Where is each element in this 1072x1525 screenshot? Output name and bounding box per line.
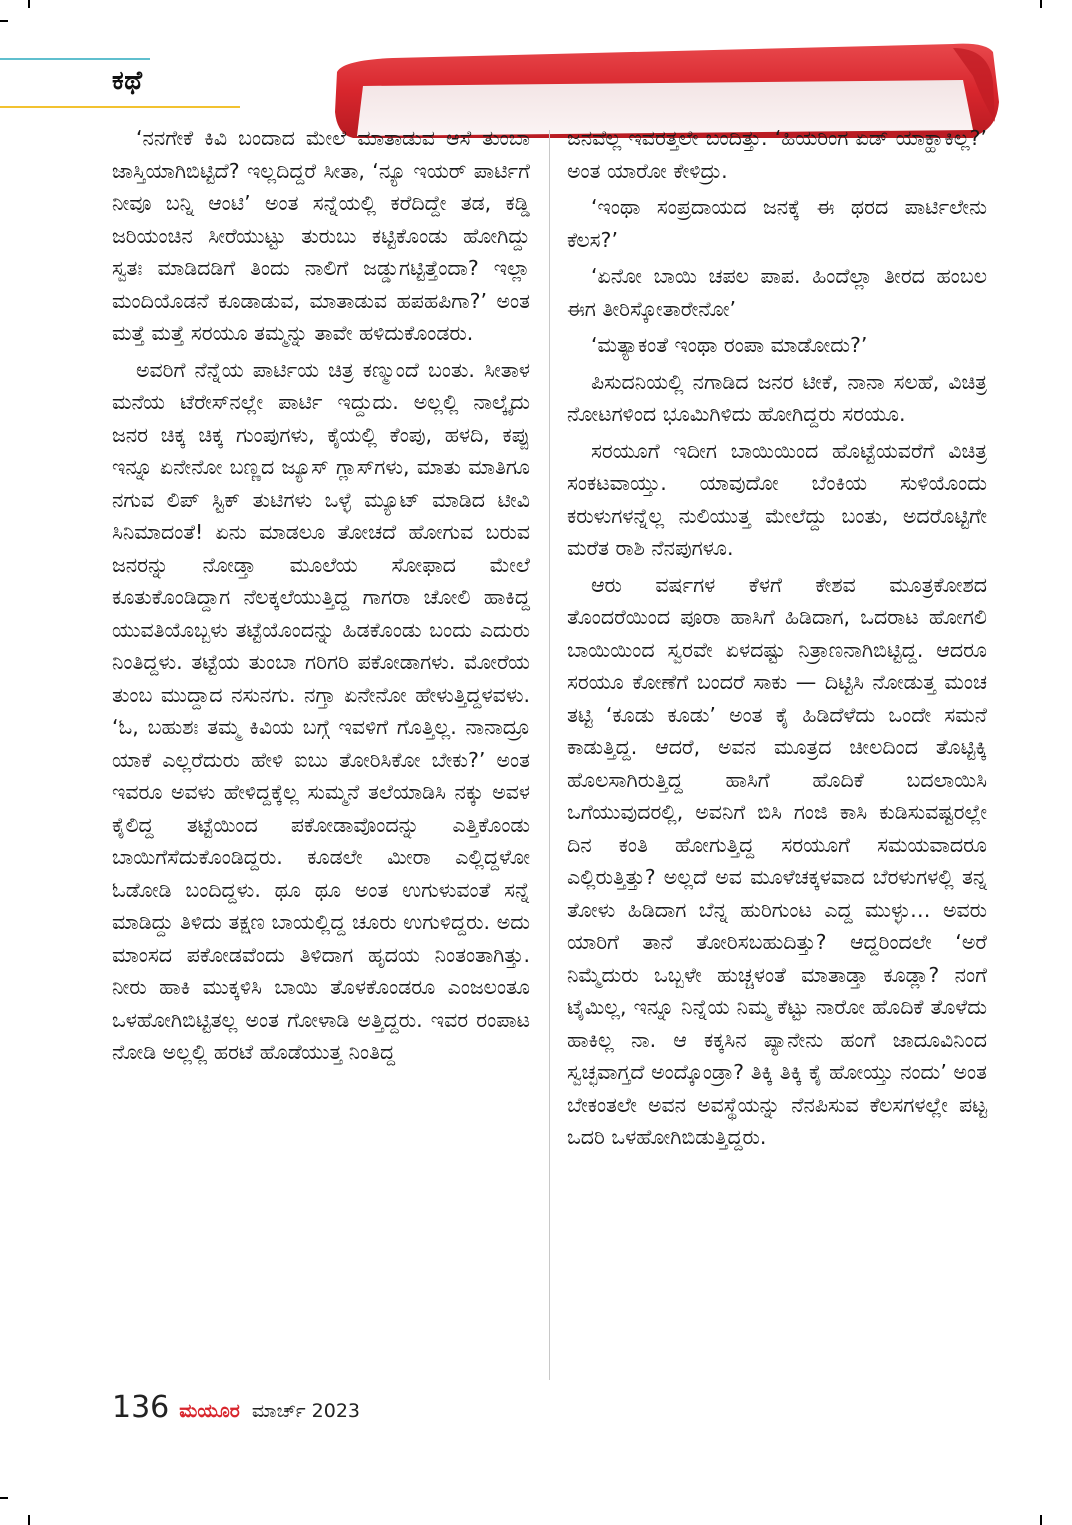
paragraph: ಸರಯೂಗೆ ಇದೀಗ ಬಾಯಿಯಿಂದ ಹೊಟ್ಟೆಯವರೆಗೆ ವಿಚಿತ್ರ ಸಂಕಟವಾಯ್ತು. ಯಾವುದೋ ಬೆಂಕಿಯ ಸುಳಿಯೊಂದು ಕರುಳುಗಳನ್ನೆಲ್ಲ ನುಲಿಯುತ್ತ ಮೇಲೆದ್ದು ಬಂತು, ಅದರೊಟ್ಟಿಗೇ ಮರೆತ ರಾಶಿ ನೆನಪುಗಳೂ.: [567, 438, 987, 560]
crop-mark-bottom-right: [1040, 1515, 1042, 1525]
crop-mark-bottom-center: [28, 1515, 30, 1525]
issue-date: ಮಾರ್ಚ್ 2023: [251, 1400, 361, 1422]
column-divider: [549, 130, 550, 1380]
paragraph: ಆರು ವರ್ಷಗಳ ಕೆಳಗೆ ಕೇಶವ ಮೂತ್ರಕೋಶದ ತೊಂದರೆಯಿಂದ ಪೂರಾ ಹಾಸಿಗೆ ಹಿಡಿದಾಗ, ಒದರಾಟ ಹೋಗಲಿ ಬಾಯಿಯಿಂದ ಸ್ವರವೇ ಏಳದಷ್ಟು ನಿತ್ರಾಣನಾಗಿಬಿಟ್ಟಿದ್ದ. ಆದರೂ ಸರಯೂ ಕೋಣೆಗೆ ಬಂದರೆ ಸಾಕು — ದಿಟ್ಟಿಸಿ ನೋಡುತ್ತ ಮಂಚ ತಟ್ಟಿ ‘ಕೂಡು ಕೂಡು’ ಅಂತ ಕೈ ಹಿಡಿದೆಳೆದು ಒಂದೇ ಸಮನೆ ಕಾಡುತ್ತಿದ್ದ. ಆದರೆ, ಅವನ ಮೂತ್ರದ ಚೀಲದಿಂದ ತೊಟ್ಟಿಕ್ಕಿ ಹೊಲಸಾಗಿರುತ್ತಿದ್ದ ಹಾಸಿಗೆ ಹೊದಿಕೆ ಬದಲಾಯಿಸಿ ಒಗೆಯುವುದರಲ್ಲಿ, ಅವನಿಗೆ ಬಿಸಿ ಗಂಜಿ ಕಾಸಿ ಕುಡಿಸುವಷ್ಟರಲ್ಲೇ ದಿನ ಕಂತಿ ಹೋಗುತ್ತಿದ್ದ ಸರಯೂಗೆ ಸಮಯವಾದರೂ ಎಲ್ಲಿರುತ್ತಿತ್ತು? ಅಲ್ಲದೆ ಅವ ಮೂಳೆಚಕ್ಕಳವಾದ ಬೆರಳುಗಳಲ್ಲಿ ತನ್ನ ತೋಳು ಹಿಡಿದಾಗ ಬೆನ್ನ ಹುರಿಗುಂಟ ಎದ್ದ ಮುಳ್ಳು… ಅವರು ಯಾರಿಗೆ ತಾನೆ ತೋರಿಸಬಹುದಿತ್ತು? ಆದ್ದರಿಂದಲೇ ‘ಅರೆ ನಿಮ್ಮೆದುರು ಒಬ್ಬಳೇ ಹುಚ್ಚಳಂತೆ ಮಾತಾಡ್ತಾ ಕೂಡ್ಲಾ? ನಂಗೆ ಟೈಮಿಲ್ಲ, ಇನ್ನೂ ನಿನ್ನೆಯ ನಿಮ್ಮ ಕೆಟ್ಟು ನಾರೋ ಹೊದಿಕೆ ತೊಳೆದು ಹಾಕಿಲ್ಲ ನಾ. ಆ ಕಕ್ಕಸಿನ ಪ್ಯಾನೇನು ಹಂಗೆ ಜಾದೂವಿನಿಂದ ಸ್ವಚ್ಛವಾಗ್ತದೆ ಅಂದ್ಕೊಂಡ್ರಾ? ತಿಕ್ಕಿ ತಿಕ್ಕಿ ಕೈ ಹೋಯ್ತು ನಂದು’ ಅಂತ ಬೇಕಂತಲೇ ಅವನ ಅವಸ್ಥೆಯನ್ನು ನೆನಪಿಸುವ ಕೆಲಸಗಳಲ್ಲೇ ಪಟ್ಟ ಒದರಿ ಒಳಹೋಗಿಬಿಡುತ್ತಿದ್ದರು.: [567, 572, 987, 1149]
magazine-logo: ಮಯೂರ: [179, 1400, 240, 1422]
crop-mark-top-right: [1040, 0, 1042, 8]
paragraph: ‘ಇಂಥಾ ಸಂಪ್ರದಾಯದ ಜನಕ್ಕೆ ಈ ಥರದ ಪಾರ್ಟಿಲೇನು ಕೆಲಸ?’: [567, 195, 987, 252]
page-footer: [112, 1390, 360, 1430]
paragraph: ಪಿಸುದನಿಯಲ್ಲಿ ನಗಾಡಿದ ಜನರ ಟೀಕೆ, ನಾನಾ ಸಲಹೆ, ವಿಚಿತ್ರ ನೋಟಗಳಿಂದ ಭೂಮಿಗಿಳಿದು ಹೋಗಿದ್ದರು ಸರಯೂ.: [567, 369, 987, 426]
crop-mark-bottom-left: [0, 1497, 8, 1499]
section-rule-yellow: [0, 106, 240, 108]
paragraph: ‘ನನಗೇಕೆ ಕಿವಿ ಬಂದಾದ ಮೇಲೆ ಮಾತಾಡುವ ಆಸೆ ತುಂಬಾ ಜಾಸ್ತಿಯಾಗಿಬಿಟ್ಟಿದೆ? ಇಲ್ಲದಿದ್ದರೆ ಸೀತಾ, ‘ನ್ಯೂ ಇಯರ್ ಪಾರ್ಟಿಗೆ ನೀವೂ ಬನ್ನಿ ಆಂಟಿ’ ಅಂತ ಸನ್ನೆಯಲ್ಲಿ ಕರೆದಿದ್ದೇ ತಡ, ಕಡ್ಡಿ ಜರಿಯಂಚಿನ ಸೀರೆಯುಟ್ಟು ತುರುಬು ಕಟ್ಟಿಕೊಂಡು ಹೋಗಿದ್ದು ಸ್ವತಃ ಮಾಡಿದಡಿಗೆ ತಿಂದು ನಾಲಿಗೆ ಜಡ್ಡುಗಟ್ಟಿತ್ತೆಂದಾ? ಇಲ್ಲಾ ಮಂದಿಯೊಡನೆ ಕೂಡಾಡುವ, ಮಾತಾಡುವ ಹಪಹಪಿಗಾ?’ ಅಂತ ಮತ್ತೆ ಮತ್ತೆ ಸರಯೂ ತಮ್ಮನ್ನು ತಾವೇ ಹಳಿದುಕೊಂಡರು.: [112, 126, 530, 345]
section-header: [0, 58, 240, 108]
crop-mark-top-left: [0, 20, 8, 22]
article-column-left: [112, 122, 530, 1073]
section-label: ಕಥೆ: [112, 66, 143, 96]
crop-mark-top-center: [28, 0, 30, 8]
page-number: 136: [112, 1390, 170, 1425]
article-column-right: [567, 122, 987, 1158]
paragraph-continued: ಜನವೆಲ್ಲ ಇವರತ್ತಲೇ ಬಂದಿತ್ತು. ‘ಹಿಯರಿಂಗ ಏಡ್ ಯಾಕ್ಹಾಕಿಲ್ಲ?’ ಅಂತ ಯಾರೋ ಕೇಳಿದ್ರು.: [567, 126, 987, 183]
paragraph: ‘ಮತ್ಯಾಕಂತೆ ಇಂಥಾ ರಂಪಾ ಮಾಡೋದು?’: [591, 333, 868, 357]
section-rule-teal: [0, 58, 150, 60]
paragraph: ಅವರಿಗೆ ನೆನ್ನೆಯ ಪಾರ್ಟಿಯ ಚಿತ್ರ ಕಣ್ಮುಂದೆ ಬಂತು. ಸೀತಾಳ ಮನೆಯ ಟೆರೇಸ್‌ನಲ್ಲೇ ಪಾರ್ಟಿ ಇದ್ದುದು. ಅಲ್ಲಲ್ಲಿ ನಾಲ್ಕೈದು ಜನರ ಚಿಕ್ಕ ಚಿಕ್ಕ ಗುಂಪುಗಳು, ಕೈಯಲ್ಲಿ ಕೆಂಪು, ಹಳದಿ, ಕಪ್ಪು ಇನ್ನೂ ಏನೇನೋ ಬಣ್ಣದ ಜ್ಯೂಸ್ ಗ್ಲಾಸ್‌ಗಳು, ಮಾತು ಮಾತಿಗೂ ನಗುವ ಲಿಪ್ ಸ್ಟಿಕ್ ತುಟಿಗಳು ಒಳ್ಳೆ ಮ್ಯೂಟ್ ಮಾಡಿದ ಟೀವಿ ಸಿನಿಮಾದಂತೆ! ಏನು ಮಾಡಲೂ ತೋಚದೆ ಹೋಗುವ ಬರುವ ಜನರನ್ನು ನೋಡ್ತಾ ಮೂಲೆಯ ಸೋಫಾದ ಮೇಲೆ ಕೂತುಕೊಂಡಿದ್ದಾಗ ನೆಲಕ್ಕಲೆಯುತ್ತಿದ್ದ ಗಾಗರಾ ಚೋಲಿ ಹಾಕಿದ್ದ ಯುವತಿಯೊಬ್ಬಳು ತಟ್ಟೆಯೊಂದನ್ನು ಹಿಡಕೊಂಡು ಬಂದು ಎದುರು ನಿಂತಿದ್ದಳು. ತಟ್ಟೆಯ ತುಂಬಾ ಗರಿಗರಿ ಪಕೋಡಾಗಳು. ಮೋರೆಯ ತುಂಬ ಮುದ್ದಾದ ನಸುನಗು. ನಗ್ತಾ ಏನೇನೋ ಹೇಳುತ್ತಿದ್ದಳವಳು. ‘ಓ, ಬಹುಶಃ ತಮ್ಮ ಕಿವಿಯ ಬಗ್ಗೆ ಇವಳಿಗೆ ಗೊತ್ತಿಲ್ಲ. ನಾನಾದ್ರೂ ಯಾಕೆ ಎಲ್ಲರೆದುರು ಹೇಳಿ ಐಬು ತೋರಿಸಿಕೋ ಬೇಕು?’ ಅಂತ ಇವರೂ ಅವಳು ಹೇಳಿದ್ದಕ್ಕೆಲ್ಲ ಸುಮ್ಮನೆ ತಲೆಯಾಡಿಸಿ ನಕ್ಕು ಅವಳ ಕೈಲಿದ್ದ ತಟ್ಟೆಯಿಂದ ಪಕೋಡಾವೊಂದನ್ನು ಎತ್ತಿಕೊಂಡು ಬಾಯಿಗೆಸೆದುಕೊಂಡಿದ್ದರು. ಕೂಡಲೇ ಮೀರಾ ಎಲ್ಲಿದ್ದಳೋ ಓಡೋಡಿ ಬಂದಿದ್ದಳು. ಥೂ ಥೂ ಅಂತ ಉಗುಳುವಂತೆ ಸನ್ನೆ ಮಾಡಿದ್ದು ತಿಳಿದು ತಕ್ಷಣ ಬಾಯಲ್ಲಿದ್ದ ಚೂರು ಉಗುಳಿದ್ದರು. ಅದು ಮಾಂಸದ ಪಕೋಡವೆಂದು ತಿಳಿದಾಗ ಹೃದಯ ನಿಂತಂತಾಗಿತ್ತು. ನೀರು ಹಾಕಿ ಮುಕ್ಕಳಿಸಿ ಬಾಯಿ ತೊಳಕೊಂಡರೂ ಎಂಜಲಂತೂ ಒಳಹೋಗಿಬಿಟ್ಟಿತಲ್ಲ ಅಂತ ಗೋಳಾಡಿ ಅತ್ತಿದ್ದರು. ಇವರ ರಂಪಾಟ ನೋಡಿ ಅಲ್ಲಲ್ಲಿ ಹರಟೆ ಹೊಡೆಯುತ್ತ ನಿಂತಿದ್ದ: [112, 357, 530, 1064]
paragraph: ‘ಏನೋ ಬಾಯಿ ಚಪಲ ಪಾಪ. ಹಿಂದೆಲ್ಲಾ ತೀರದ ಹಂಬಲ ಈಗ ತೀರಿಸ್ಕೋತಾರೇನೋ’: [567, 264, 987, 321]
